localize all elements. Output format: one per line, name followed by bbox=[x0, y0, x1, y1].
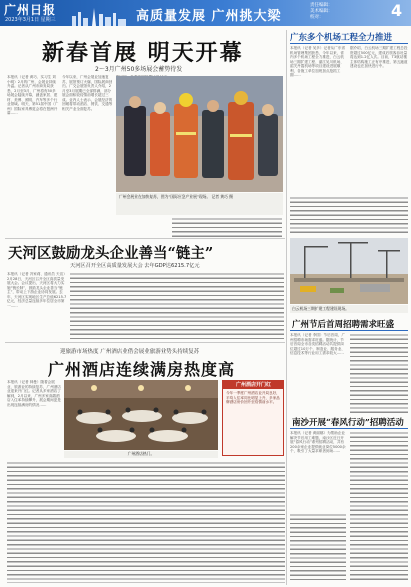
right-top-rule bbox=[290, 43, 408, 44]
hotel-body-lines bbox=[7, 461, 285, 583]
right-mid-rule bbox=[290, 330, 408, 331]
right-bottom-rule bbox=[290, 428, 408, 429]
lead-body-col2: 今年以来，广州会展业加速复苏，展馆预订火爆，国际展商回归。广交会展馆负责人介绍，2月至3月展期已全部排满，部分展会面积较疫情前增长超过三成。业内人士表示，会展经济的回暖将带动酒店、餐饮、交通等相关产业全面复苏。 bbox=[62, 75, 113, 111]
right-bottom-body: 本报讯（记者 黄丽娜）为帮助企业解决节后用工难题，南沙区近日开展“春风行动”系列招聘活动，共有200余家企业提供就业岗位5000余个，吸引了大量求职者到场…… bbox=[290, 431, 346, 453]
city-skyline-icon bbox=[70, 8, 130, 26]
dragon-body-lines bbox=[70, 272, 284, 340]
hotel-body: 本报讯（记者 林曼）随着会展业、旅游业的持续复苏，广州酒店业迎来开门红。记者从多家酒店了解到，2月以来，广州多家高端酒店入住率持续攀升，展会期间更是出现连续满房的情况…… bbox=[7, 380, 61, 407]
right-mid-lines bbox=[350, 333, 408, 413]
right-top-headline: 广东多个机场工程全力推进 bbox=[290, 33, 393, 43]
art-editor-line: 美术编辑： bbox=[310, 9, 333, 14]
issue-date: 2023年3月1日 星期三 bbox=[5, 17, 56, 23]
right-top-lines bbox=[290, 196, 408, 236]
page-number: 4 bbox=[391, 1, 403, 20]
proofreader-line: 校对： bbox=[310, 15, 324, 20]
hotel-info-box bbox=[222, 380, 284, 456]
photo-credit: 记者 黄巧 摄 bbox=[211, 194, 233, 199]
dragon-headline: 天河区鼓励龙头企业善当“链主” bbox=[8, 245, 214, 262]
hotel-photo-caption: 广州酒店热门。 bbox=[64, 451, 218, 458]
airport-photo-caption: 白云机场三期扩建工程建设现场。 bbox=[290, 305, 408, 313]
dragon-body: 本报讯（记者 冯家莉、通讯员 天宣）2月28日，天河区召开全区高质量发展大会。会议提出，天河区将大力实施“链长制”，鼓励龙头企业善当“链主”，带动上下游企业协同发展。去年，天河区实现地区生产总值6215.7亿元，经济总量连续多年位居全市第一…… bbox=[7, 272, 67, 308]
section-title: 高质量发展 广州挑大梁 bbox=[136, 9, 282, 24]
dragon-subhead: 天河区召开全区高质量发展大会 去年GDP达6215.7亿元 bbox=[70, 263, 200, 269]
lead-photo-caption bbox=[116, 193, 283, 215]
right-mid-headline: 广州节后首周招聘需求旺盛 bbox=[292, 320, 395, 330]
hotel-box-body: 今年一季度广州酒店业开局良好，平均入住率同比明显上升，多家品牌酒店房价回升至疫情前水平。 bbox=[226, 391, 280, 404]
right-top-body: 本报讯（记者 吴多）记者从广东省机场管理集团获悉，今年以来，省内多个机场工程全力推进，白云机场三期扩建工程、湛江吴川机场、韶关丹霞机场等项目建设进展顺利，各施工单位加班加点抢抓工期…… bbox=[290, 46, 346, 77]
lead-subhead: 2～3月广州50多场展会蓄势待发 bbox=[95, 66, 183, 73]
lead-photo bbox=[116, 76, 283, 192]
lead-headline: 新春首展 明天开幕 bbox=[42, 40, 244, 66]
newspaper-logo: 广州日报 bbox=[4, 3, 57, 17]
hotel-box-title: 广州酒店开门红 bbox=[223, 381, 284, 389]
lead-body-lines bbox=[172, 217, 282, 237]
airport-construction-photo bbox=[290, 238, 408, 304]
editor-credits bbox=[310, 3, 385, 21]
lead-body-col1: 本报讯（记者 黄巧、实习生 刘小明）2月的广州，会展业持续升温。记者从广州市商务局获悉，2月至3月，广州将有50多场展会陆续开幕，涵盖家居、建材、美博、照明、汽车等多个行业领域。明天，第51届中国（广州）国际家具博览会将在琶洲开幕…… bbox=[7, 75, 59, 115]
section-divider bbox=[5, 238, 285, 239]
editor-line: 责任编辑： bbox=[310, 3, 333, 8]
right-top-body-2: 据介绍，白云机场三期扩建工程总投资超过500亿元，建成后旅客吞吐量将达到1.2亿人次。目前，T3航站楼主体结构施工正有序推进，第五跑道建设也在加快进行中。 bbox=[350, 46, 408, 68]
hotel-headline: 广州酒店连续满房热度高 bbox=[48, 360, 236, 379]
right-bottom-headline: 南沙开展“春风行动”招聘活动 bbox=[292, 418, 404, 428]
hotel-kicker: 迎旅游市场热度 广州酒店业借会展业旅游业势头持续复苏 bbox=[60, 349, 200, 355]
section-divider-2 bbox=[5, 342, 285, 343]
masthead bbox=[0, 0, 411, 26]
right-bottom-lines bbox=[350, 431, 408, 581]
column-divider bbox=[286, 30, 287, 585]
caption-text: 广州会展业在加快复苏，图为“国际应急产业展”现场。 bbox=[119, 194, 211, 199]
right-mid-body: 本报讯（记者 李国）节后首周，广州招聘市场需求旺盛。据统计，节后首周全市各类招聘活动共提供岗位超过10万个，制造业、服务业、信息技术等行业用工需求较大…… bbox=[290, 333, 346, 355]
right-bottom-lines-2 bbox=[290, 513, 346, 581]
hotel-photo bbox=[64, 380, 218, 450]
